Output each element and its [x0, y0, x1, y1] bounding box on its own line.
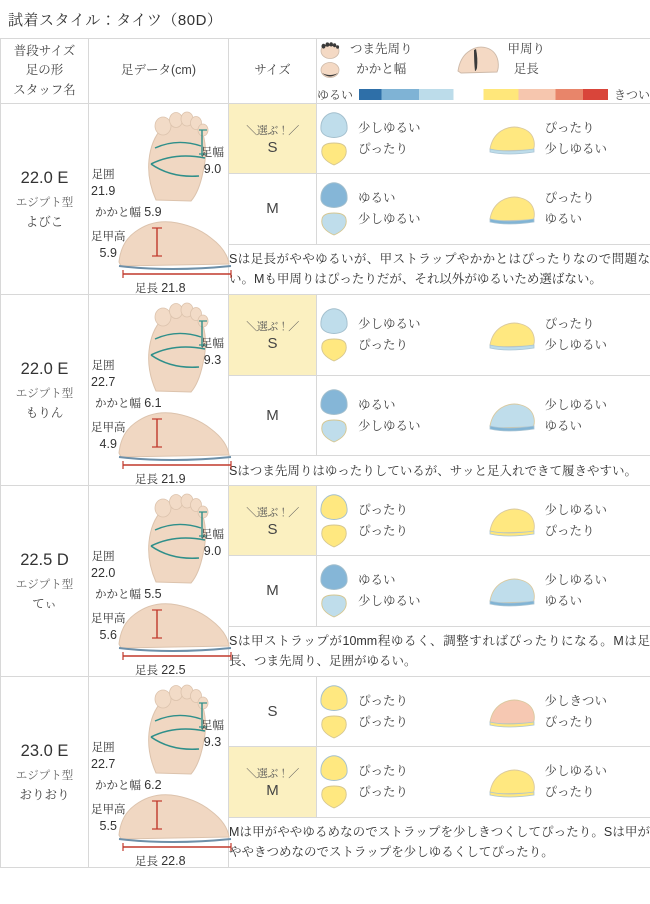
size-label: S: [267, 520, 278, 538]
instep-side-icon: [455, 41, 501, 79]
toe-fit-text: ぴったり: [358, 502, 409, 517]
rating-top-icons: [317, 180, 351, 237]
foot-diagram: [89, 486, 228, 676]
heel-fit-icon: [317, 593, 351, 619]
toe-fit-text: ゆるい: [358, 397, 396, 412]
table-row: [1, 104, 650, 174]
comment-text: Sはつま先周りはゆったりしているが、サッと足入れできて履きやすい。: [229, 456, 650, 486]
table-row: [1, 486, 650, 556]
toe-fit-icon: [317, 306, 351, 336]
rating-side-texts: [545, 121, 608, 157]
foot-side-photo: [111, 781, 241, 853]
size-option-s[interactable]: [229, 295, 317, 376]
foot-length-label: 足長 21.9: [135, 472, 186, 486]
comment-text: Mは甲がややゆるめなのでストラップを少しきつくしてぴったり。Sは甲がややきつめなのでストラップを少しゆるくしてぴったり。: [229, 817, 650, 867]
fit-rating-cell: [317, 174, 650, 244]
foot-width-label: 足幅 9.3: [201, 338, 224, 367]
foot-circ-label: 足囲 22.0: [91, 551, 116, 580]
toe-fit-text: 少しゆるい: [358, 120, 421, 135]
toe-fit-icon: [317, 753, 351, 783]
fitting-comparison-table: [0, 38, 650, 868]
fit-rating-cell: [317, 104, 650, 174]
instep-fit-icon: [486, 122, 538, 156]
rating-top-view: [317, 306, 482, 363]
instep-fit-icon: [486, 318, 538, 352]
header-person-column: [1, 39, 89, 104]
instep-fit-icon: [486, 765, 538, 799]
person-foot-type: エジプト型: [15, 387, 74, 400]
header-foot-shape: 足の形: [25, 63, 64, 78]
table-body: [1, 104, 650, 868]
toe-fit-text: ぴったり: [358, 693, 409, 708]
heel-fit-icon: [317, 337, 351, 363]
fit-rating-cell: [317, 677, 650, 747]
foot-length-label: 足長 21.8: [135, 281, 186, 295]
toe-fit-text: 少しゆるい: [358, 316, 421, 331]
rating-top-view: [317, 492, 482, 549]
instep-fit-icon: [486, 192, 538, 226]
rating-top-texts: [358, 398, 421, 434]
legend-length-label: 足長: [513, 62, 539, 76]
foot-width-label: 足幅 9.0: [201, 147, 224, 176]
size-label: M: [266, 407, 279, 425]
size-label: M: [266, 781, 279, 799]
rating-top-texts: [358, 694, 408, 730]
legend-instep-label: 甲周り: [507, 42, 546, 57]
legend-scale-loose: ゆるい: [317, 88, 354, 102]
heel-width-icon: [317, 60, 343, 80]
instep-height-label: 足甲高 4.9: [91, 422, 126, 451]
length-fit-text: ぴったり: [544, 785, 595, 800]
foot-data-cell: [89, 295, 229, 486]
heel-fit-icon: [317, 523, 351, 549]
toe-fit-icon: [317, 387, 351, 417]
length-fit-text: 少しゆるい: [544, 142, 608, 157]
legend-toe-label: つま先周り: [350, 42, 413, 57]
rating-top-icons: [317, 562, 351, 619]
instep-fit-icon: [486, 399, 538, 433]
rating-top-view: [317, 387, 482, 444]
instep-fit-text: 少しきつい: [544, 693, 608, 708]
instep-fit-text: 少しゆるい: [544, 573, 608, 588]
foot-side-photo: [111, 208, 241, 280]
toe-fit-text: ゆるい: [358, 573, 396, 588]
instep-fit-text: 少しゆるい: [544, 397, 608, 412]
person-staff-name: てぃ: [32, 597, 57, 612]
person-cell: [1, 104, 89, 295]
size-label: M: [266, 200, 279, 218]
instep-fit-text: ぴったり: [544, 120, 595, 135]
instep-height-label: 足甲高 5.9: [91, 231, 126, 260]
pick-marker: ＼選ぶ！／: [246, 506, 299, 519]
rating-top-view: [317, 683, 482, 740]
size-option-m[interactable]: [229, 174, 317, 244]
fit-rating-cell: [317, 295, 650, 376]
rating-top-view: [317, 180, 482, 237]
header-size: サイズ: [229, 39, 317, 104]
foot-side-photo: [111, 590, 241, 662]
rating-top-icons: [317, 683, 351, 740]
rating-top-texts: [358, 764, 408, 800]
rating-side-view: [486, 573, 650, 609]
heel-fit-text: ぴったり: [358, 715, 409, 730]
size-label: M: [266, 582, 279, 600]
person-staff-name: よびこ: [25, 215, 64, 230]
rating-side-texts: [545, 764, 608, 800]
fit-rating-cell: [317, 747, 650, 817]
foot-width-label: 足幅 9.0: [201, 529, 224, 558]
person-usual-size: 22.0 E: [20, 168, 69, 187]
rating-top-texts: [358, 121, 421, 157]
toe-fit-icon: [317, 110, 351, 140]
legend-foot-top-labels: [350, 40, 413, 79]
person-cell: [1, 677, 89, 868]
toe-fit-text: ぴったり: [358, 764, 409, 779]
heel-width-label: かかと幅 6.2: [95, 778, 162, 792]
rating-side-texts: [545, 398, 608, 434]
legend-gradient-bar: [359, 89, 608, 100]
instep-fit-text: 少しゆるい: [544, 764, 608, 779]
header-foot-data: 足データ(cm): [89, 39, 229, 104]
rating-top-texts: [358, 573, 421, 609]
length-fit-text: ゆるい: [544, 419, 583, 434]
page-title: 試着スタイル：タイツ（80D）: [8, 12, 223, 29]
person-cell: [1, 295, 89, 486]
person-foot-type: エジプト型: [15, 196, 74, 209]
rating-side-texts: [545, 191, 595, 227]
foot-diagram: [89, 295, 228, 485]
table-row: [1, 295, 650, 376]
legend-foot-top-icons: [317, 39, 343, 80]
instep-height-label: 足甲高 5.5: [91, 804, 126, 833]
foot-diagram: [89, 104, 228, 294]
rating-top-view: [317, 562, 482, 619]
instep-fit-text: ぴったり: [544, 191, 595, 206]
rating-side-texts: [545, 694, 608, 730]
fit-rating-cell: [317, 486, 650, 556]
comment-text: Sは足長がややゆるいが、甲ストラップやかかとはぴったりなので問題ない。Mも甲周りはぴったりだが、それ以外がゆるいため選ばない。: [229, 244, 650, 294]
size-label: S: [267, 138, 278, 156]
instep-fit-icon: [486, 695, 538, 729]
heel-fit-icon: [317, 141, 351, 167]
heel-fit-text: ぴったり: [358, 524, 409, 539]
person-staff-name: もりん: [25, 406, 64, 421]
toe-fit-icon: [317, 492, 351, 522]
heel-fit-text: 少しゆるい: [358, 594, 421, 609]
toe-fit-icon: [317, 562, 351, 592]
legend-foot-top: [317, 39, 413, 80]
heel-fit-text: ぴったり: [358, 785, 409, 800]
table-row: [1, 677, 650, 747]
legend-scale-tight: きつい: [613, 88, 650, 102]
heel-fit-icon: [317, 418, 351, 444]
rating-side-view: [486, 121, 650, 157]
instep-fit-icon: [486, 504, 538, 538]
person-usual-size: 23.0 E: [20, 741, 69, 760]
pick-marker: ＼選ぶ！／: [246, 124, 299, 137]
legend-heel-label: かかと幅: [356, 62, 407, 76]
length-fit-text: ぴったり: [544, 524, 595, 539]
instep-fit-icon: [486, 574, 538, 608]
length-fit-text: ぴったり: [544, 715, 595, 730]
size-label: S: [267, 703, 278, 721]
rating-side-view: [486, 694, 650, 730]
heel-width-label: かかと幅 5.9: [95, 205, 162, 219]
size-option-m[interactable]: [229, 747, 317, 817]
rating-top-icons: [317, 753, 351, 810]
header-staff-name: スタッフ名: [13, 82, 76, 97]
foot-length-label: 足長 22.5: [135, 663, 186, 677]
rating-top-view: [317, 753, 482, 810]
rating-side-view: [486, 503, 650, 539]
header-legend: [317, 39, 650, 104]
fit-rating-cell: [317, 375, 650, 456]
comment-text: Sは甲ストラップが10mm程ゆるく、調整すればぴったりになる。Mは足長、つま先周り、足囲がゆるい。: [229, 626, 650, 676]
person-foot-type: エジプト型: [15, 578, 74, 591]
rating-side-texts: [545, 317, 608, 353]
heel-width-label: かかと幅 5.5: [95, 587, 162, 601]
foot-width-label: 足幅 9.3: [201, 720, 224, 749]
legend-scale: [317, 86, 650, 103]
size-option-s[interactable]: [229, 677, 317, 747]
foot-length-label: 足長 22.8: [135, 854, 186, 868]
fit-rating-cell: [317, 556, 650, 626]
instep-fit-text: ぴったり: [544, 316, 595, 331]
rating-top-texts: [358, 191, 421, 227]
size-option-s[interactable]: [229, 486, 317, 556]
person-staff-name: おりおり: [19, 788, 70, 803]
foot-circ-label: 足囲 22.7: [91, 360, 116, 389]
heel-fit-text: ぴったり: [358, 142, 409, 157]
rating-side-view: [486, 398, 650, 434]
pick-marker: ＼選ぶ！／: [246, 320, 299, 333]
rating-top-icons: [317, 492, 351, 549]
header-usual-size: 普段サイズ: [13, 43, 76, 58]
foot-data-cell: [89, 486, 229, 677]
heel-fit-icon: [317, 211, 351, 237]
person-usual-size: 22.0 E: [20, 359, 69, 378]
length-fit-text: 少しゆるい: [544, 338, 608, 353]
foot-data-cell: [89, 677, 229, 868]
rating-top-texts: [358, 503, 408, 539]
size-label: S: [267, 334, 278, 352]
heel-fit-text: 少しゆるい: [358, 212, 421, 227]
length-fit-text: ゆるい: [544, 594, 583, 609]
rating-top-icons: [317, 387, 351, 444]
size-option-m[interactable]: [229, 556, 317, 626]
person-foot-type: エジプト型: [15, 769, 74, 782]
toe-area-icon: [317, 39, 343, 59]
rating-side-view: [486, 764, 650, 800]
toe-fit-icon: [317, 180, 351, 210]
foot-diagram: [89, 677, 228, 867]
rating-side-texts: [545, 503, 608, 539]
size-option-m[interactable]: [229, 375, 317, 456]
toe-fit-icon: [317, 683, 351, 713]
rating-side-view: [486, 191, 650, 227]
person-usual-size: 22.5 D: [20, 550, 69, 569]
person-cell: [1, 486, 89, 677]
rating-top-view: [317, 110, 482, 167]
heel-fit-icon: [317, 784, 351, 810]
pick-marker: ＼選ぶ！／: [246, 767, 299, 780]
instep-height-label: 足甲高 5.6: [91, 613, 126, 642]
rating-top-texts: [358, 317, 421, 353]
rating-side-view: [486, 317, 650, 353]
foot-data-cell: [89, 104, 229, 295]
heel-fit-icon: [317, 714, 351, 740]
size-option-s[interactable]: [229, 104, 317, 174]
heel-fit-text: ぴったり: [358, 338, 409, 353]
rating-side-texts: [545, 573, 608, 609]
heel-width-label: かかと幅 6.1: [95, 396, 162, 410]
foot-side-photo: [111, 399, 241, 471]
rating-top-icons: [317, 306, 351, 363]
foot-circ-label: 足囲 22.7: [91, 742, 116, 771]
legend-foot-side: [455, 40, 546, 79]
instep-fit-text: 少しゆるい: [544, 502, 608, 517]
foot-circ-label: 足囲 21.9: [91, 169, 116, 198]
legend-side-labels: [508, 40, 546, 79]
toe-fit-text: ゆるい: [358, 191, 396, 206]
length-fit-text: ゆるい: [544, 212, 583, 227]
table-header-row: [1, 39, 650, 104]
heel-fit-text: 少しゆるい: [358, 419, 421, 434]
rating-top-icons: [317, 110, 351, 167]
